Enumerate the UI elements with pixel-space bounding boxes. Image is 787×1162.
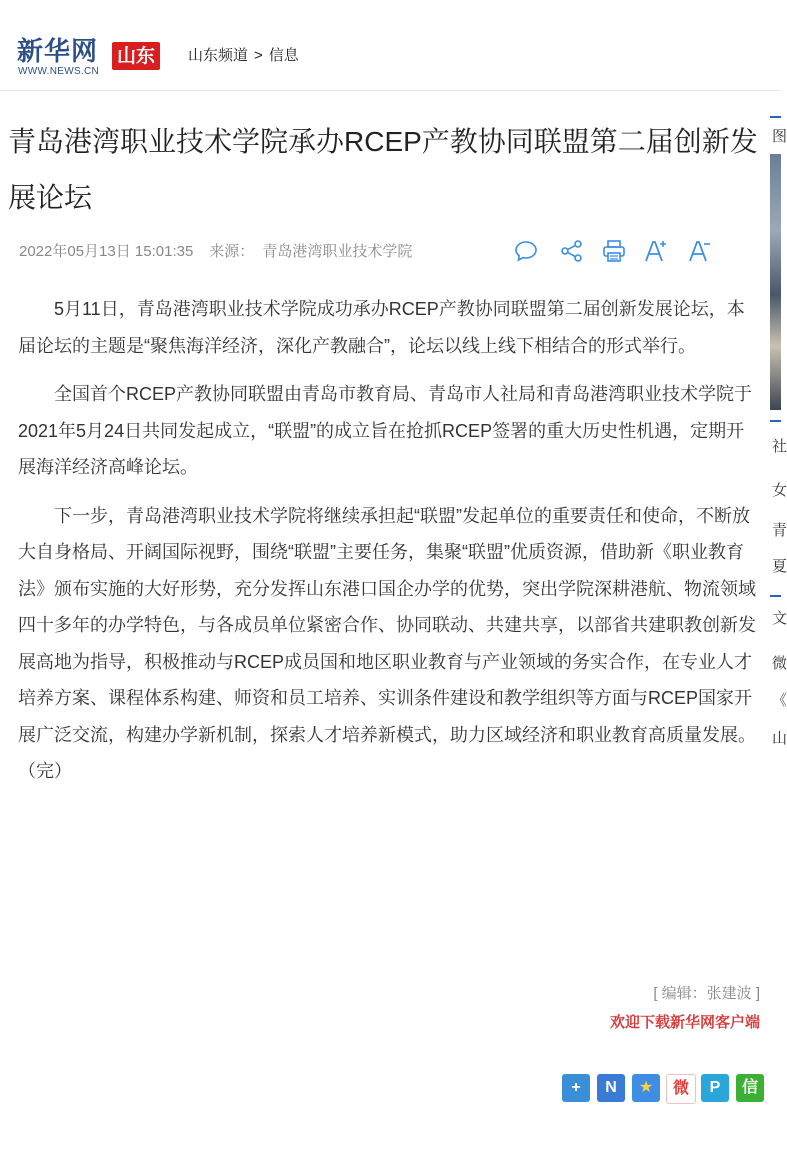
font-decrease-icon[interactable] bbox=[686, 236, 714, 266]
site-header bbox=[0, 0, 781, 91]
comment-icon[interactable] bbox=[512, 236, 540, 266]
sidebar-fragment[interactable]: 图 bbox=[772, 128, 787, 145]
sidebar-fragment[interactable]: 《 bbox=[772, 692, 787, 709]
source-name: 青岛港湾职业技术学院 bbox=[262, 243, 413, 260]
sidebar-fragment[interactable]: 青 bbox=[772, 522, 787, 539]
sidebar-fragment[interactable]: 社 bbox=[772, 438, 787, 455]
sidebar-image[interactable] bbox=[770, 154, 781, 410]
logo-badge: 山东 bbox=[112, 42, 160, 70]
breadcrumb bbox=[188, 47, 299, 65]
article-paragraph: 下一步，青岛港湾职业技术学院将继续承担起“联盟”发起单位的重要责任和使命，不断放大自身格局、开阔国际视野，围绕“联盟”主要任务，集聚“联盟”优质资源，借助新《职业教育法》颁布实施的大好形势，充分发挥山东港口国企办学的优势，突出学院深耕港航、物流领域四十多年的办学特色，与各成员单位紧密合作、协同联动、共建共享，以部省共建职教创新发展高地为指导，积极推动与RCEP成员国和地区职业教育与产业领域的务实合作，在专业人才培养方案、课程体系构建、师资和员工培养、实训条件建设和教学组织等方面与RCEP国家开展广泛交流，构建办学新机制，探索人才培养新模式，助力区域经济和职业教育高质量发展。（完） bbox=[18, 505, 756, 781]
article-paragraph: 全国首个RCEP产教协同联盟由青岛市教育局、青岛市人社局和青岛港湾职业技术学院于2021年5月24日共同发起成立，“联盟”的成立旨在抢抓RCEP签署的重大历史性机遇，定期开展海洋经济高峰论坛。 bbox=[18, 384, 753, 477]
wechat-icon[interactable]: 信 bbox=[736, 1074, 764, 1102]
breadcrumb-channel[interactable]: 山东频道 bbox=[188, 47, 249, 64]
sidebar-fragment[interactable]: 文 bbox=[772, 610, 787, 627]
sidebar-divider bbox=[770, 595, 781, 597]
app-download-link[interactable]: 欢迎下载新华网客户端 bbox=[609, 1014, 760, 1031]
weibo-icon[interactable]: 微 bbox=[666, 1074, 696, 1104]
sidebar-fragment[interactable]: 微 bbox=[772, 655, 787, 672]
share-icon[interactable] bbox=[558, 236, 586, 266]
sidebar-fragment[interactable]: 山 bbox=[772, 730, 787, 747]
font-increase-icon[interactable] bbox=[642, 236, 670, 266]
qzone-icon[interactable]: ★ bbox=[632, 1074, 660, 1102]
print-icon[interactable] bbox=[600, 236, 628, 266]
article-title: 青岛港湾职业技术学院承办RCEP产教协同联盟第二届创新发展论坛 bbox=[8, 126, 758, 213]
right-sidebar-clipped bbox=[770, 90, 787, 1162]
more-share-icon[interactable]: + bbox=[562, 1074, 590, 1102]
sidebar-divider bbox=[770, 420, 781, 422]
breadcrumb-info[interactable]: 信息 bbox=[268, 47, 299, 64]
sidebar-fragment[interactable]: 夏 bbox=[772, 558, 787, 575]
article-meta bbox=[19, 241, 428, 263]
source-label: 来源： bbox=[209, 243, 255, 260]
renren-icon[interactable]: N bbox=[597, 1074, 625, 1102]
editor-credit: [ 编辑：张建波 ] bbox=[653, 985, 760, 1002]
sidebar-divider bbox=[770, 116, 781, 118]
article-paragraph: 5月11日，青岛港湾职业技术学院成功承办RCEP产教协同联盟第二届创新发展论坛，本届论坛的主题是“聚焦海洋经济，深化产教融合”，论坛以线上线下相结合的形式举行。 bbox=[18, 299, 745, 356]
breadcrumb-separator: > bbox=[254, 47, 263, 64]
publish-time: 2022年05月13日 15:01:35 bbox=[19, 243, 194, 260]
logo-text: 新华网 bbox=[17, 37, 99, 67]
xinhua-shandong-logo[interactable] bbox=[17, 38, 167, 80]
sidebar-fragment[interactable]: 女 bbox=[772, 482, 787, 499]
logo-url: WWW.NEWS.CN bbox=[18, 66, 100, 77]
article-body bbox=[18, 291, 760, 802]
tencent-weibo-icon[interactable]: P bbox=[701, 1074, 729, 1102]
